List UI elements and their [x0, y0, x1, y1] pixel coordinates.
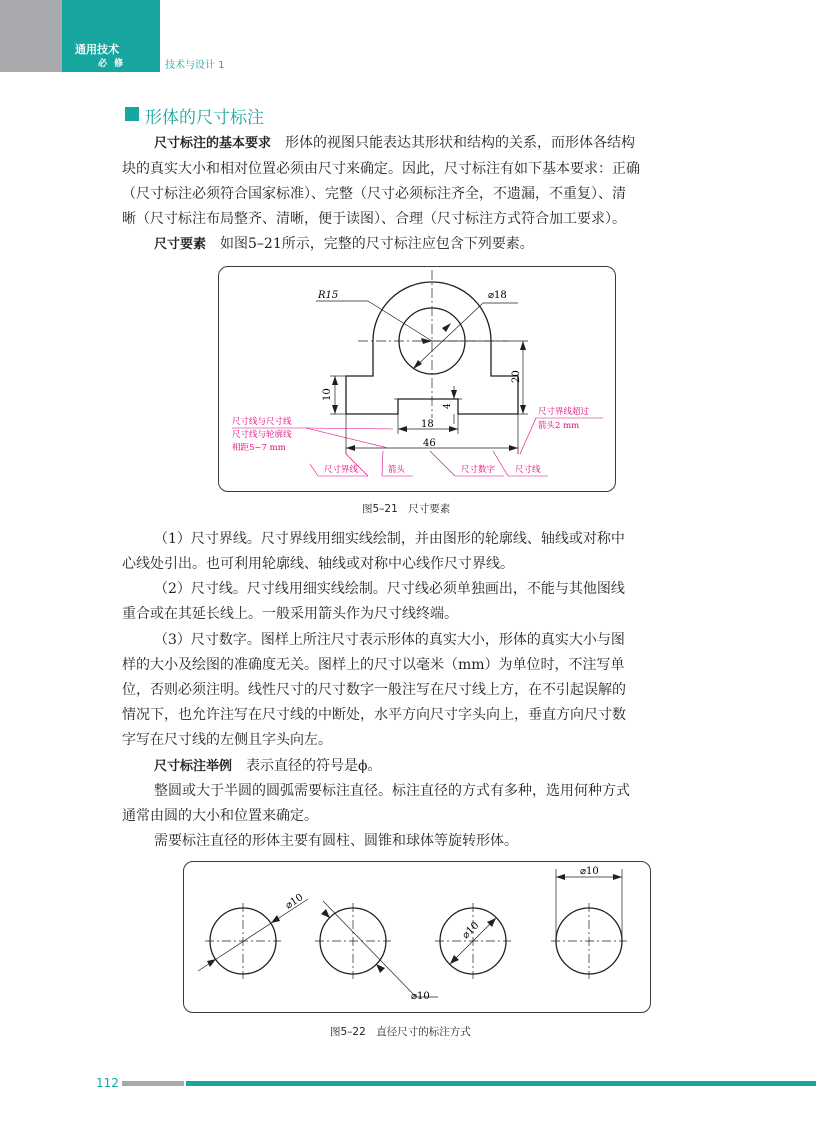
footer-teal-bar — [186, 1081, 816, 1086]
paragraph-line: 通常由圆的大小和位置来确定。 — [122, 808, 318, 824]
paragraph-line: 重合或在其延长线上。一般采用箭头作为尺寸线终端。 — [122, 606, 458, 622]
paragraph-line: 位，否则必须注明。线性尺寸的尺寸数字一般注写在尺寸线上方，在不引起误解的 — [122, 682, 626, 698]
paragraph-line: （2）尺寸线。尺寸线用细实线绘制。尺寸线必须单独画出，不能与其他图线 — [154, 581, 625, 597]
label-d18: ⌀18 — [488, 290, 507, 301]
note-right-2: 箭头2 mm — [538, 421, 580, 431]
paragraph-line: 尺寸要素 如图5–21所示，完整的尺寸标注应包含下列要素。 — [154, 236, 534, 252]
label-46: 46 — [423, 438, 436, 449]
tag-ext-line: 尺寸界线 — [324, 465, 359, 475]
paragraph-line: 整圆或大于半圆的圆弧需要标注直径。标注直径的方式有多种，选用何种方式 — [154, 783, 630, 799]
paragraph-lead: 尺寸标注的基本要求 — [154, 136, 272, 151]
figure-5-22-drawing — [183, 861, 651, 1013]
tag-number: 尺寸数字 — [461, 465, 496, 475]
page-number: 112 — [96, 1076, 119, 1090]
label-dia-c: ⌀10 — [460, 920, 482, 942]
paragraph-line: 块的真实大小和相对位置必须由尺寸来确定。因此，尺寸标注有如下基本要求：正确 — [122, 161, 640, 177]
paragraph-line: （3）尺寸数字。图样上所注尺寸表示形体的真实大小，形体的真实大小与图 — [154, 632, 625, 648]
chapter-title: 技术与设计 1 — [165, 60, 225, 71]
tag-dim-line: 尺寸线 — [515, 465, 541, 475]
paragraph-line: （尺寸标注必须符合国家标准）、完整（尺寸必须标注齐全，不遗漏，不重复）、清 — [122, 186, 626, 202]
note-left-2: 尺寸线与轮廓线 — [232, 430, 292, 440]
book-title: 通用技术 — [75, 43, 119, 56]
label-dia-d: ⌀10 — [580, 866, 599, 877]
figure-5-22-caption: 图5–22 直径尺寸的标注方式 — [330, 1026, 471, 1038]
tag-arrow: 箭头 — [388, 465, 406, 475]
section-marker — [125, 107, 139, 121]
book-subtitle: 必 修 — [98, 59, 126, 69]
label-4: 4 — [443, 403, 453, 409]
paragraph-line: 晰（尺寸标注布局整齐、清晰，便于读图）、合理（尺寸标注方式符合加工要求）。 — [122, 211, 626, 227]
note-right-1: 尺寸界线超过 — [538, 407, 590, 417]
section-title: 形体的尺寸标注 — [145, 108, 264, 128]
paragraph-line: 需要标注直径的形体主要有圆柱、圆锥和球体等旋转形体。 — [154, 833, 518, 849]
paragraph-line: 字写在尺寸线的左侧且字头向左。 — [122, 732, 332, 748]
label-18: 18 — [421, 419, 434, 430]
note-left-3: 相距5~7 mm — [232, 443, 286, 453]
paragraph-line: 尺寸标注举例 表示直径的符号是ϕ。 — [154, 758, 382, 774]
paragraph-lead: 尺寸标注举例 — [154, 759, 233, 774]
paragraph-line: 情况下，也允许注写在尺寸线的中断处，水平方向尺寸字头向上，垂直方向尺寸数 — [122, 707, 626, 723]
paragraph-line: 样的大小及绘图的准确度无关。图样上的尺寸以毫米（mm）为单位时，不注写单 — [122, 657, 625, 673]
label-r15: R15 — [318, 290, 339, 301]
dia-line-b — [323, 901, 416, 997]
figure-5-21-caption: 图5–21 尺寸要素 — [362, 503, 451, 515]
note-left-1: 尺寸线与尺寸线 — [232, 417, 292, 427]
label-dia-b: ⌀10 — [411, 991, 430, 1002]
header-gray-block — [0, 0, 62, 72]
paragraph-lead: 尺寸要素 — [154, 237, 207, 252]
label-20: 20 — [511, 370, 522, 383]
paragraph-line: 尺寸标注的基本要求 形体的视图只能表达其形状和结构的关系，而形体各结构 — [154, 135, 636, 151]
paragraph-line: 心线处引出。也可利用轮廓线、轴线或对称中心线作尺寸界线。 — [122, 556, 514, 572]
label-dia-a: ⌀10 — [283, 892, 306, 912]
figure-5-21-drawing — [218, 266, 616, 492]
label-10: 10 — [322, 388, 333, 401]
footer-gray-bar — [122, 1081, 184, 1086]
paragraph-line: （1）尺寸界线。尺寸界线用细实线绘制，并由图形的轮廓线、轴线或对称中 — [154, 531, 625, 547]
